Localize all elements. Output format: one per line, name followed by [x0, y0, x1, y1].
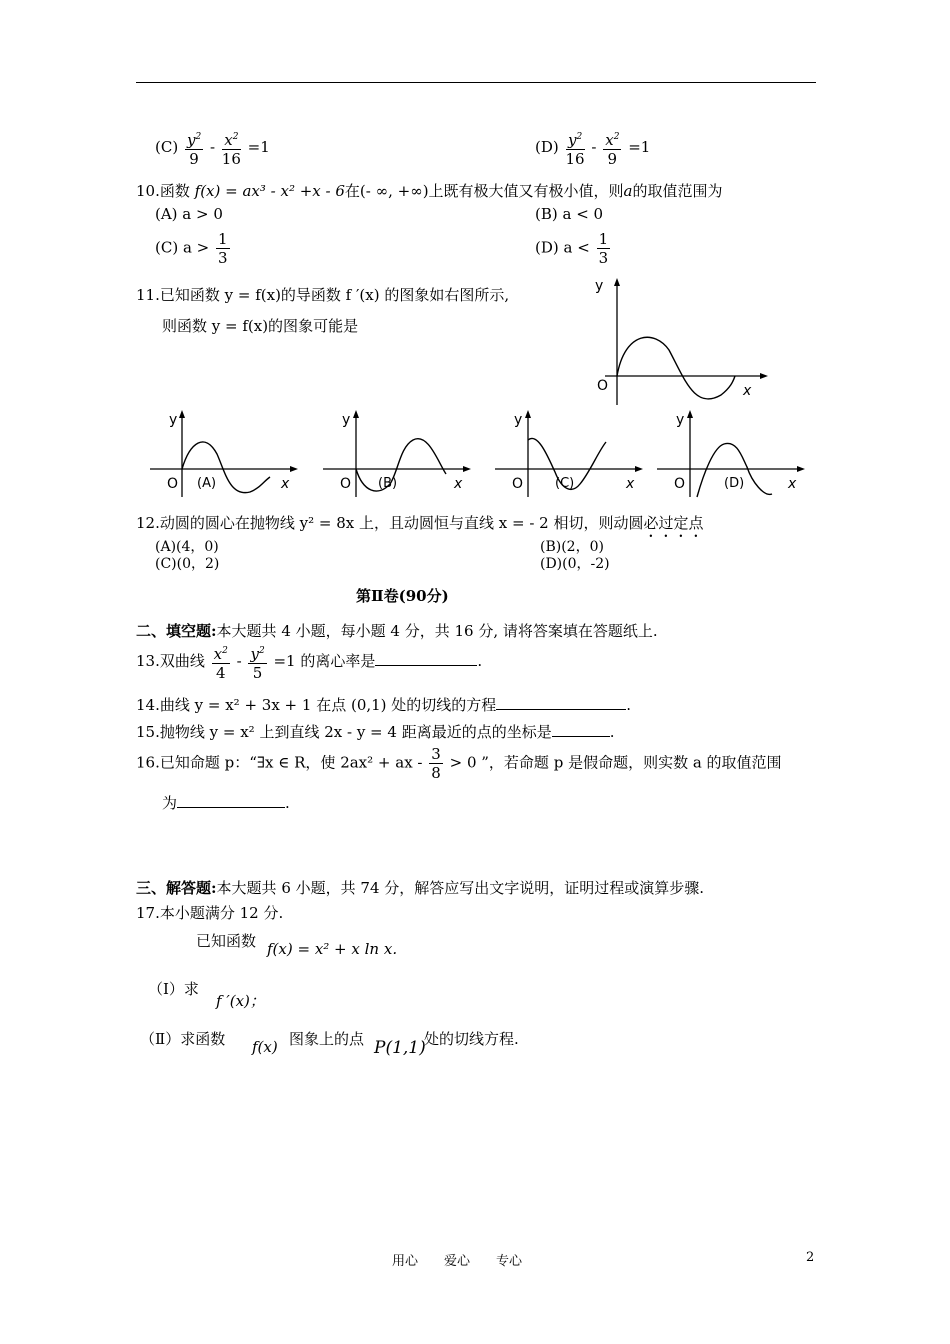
q12-option-d: (D)(0，-2): [540, 556, 610, 572]
page-number: 2: [806, 1250, 815, 1265]
q10-option-b: (B) a < 0: [535, 205, 604, 223]
option-c-label: (C): [555, 476, 575, 491]
q10-option-a: (A) a > 0: [155, 205, 223, 223]
header-rule: [136, 82, 816, 83]
option-graph-d: [652, 402, 812, 502]
q17-part1: （Ⅰ）求: [148, 980, 199, 998]
q17-func: f(x) = x² + x ln x.: [267, 940, 398, 958]
svg-text:y: y: [342, 412, 351, 428]
q10-option-c: (C) a > $\frac{1}{3}$: [155, 230, 228, 267]
q16-line1: 16.已知命题 p：“∃x ∈ R，使 2ax² + ax - $\frac{3}{8}$ > 0 ”，若命题 p 是假命题，则实数 a 的取值范围: [136, 745, 782, 782]
q15: 15.抛物线 y = x² 上到直线 2x - y = 4 距离最近的点的坐标是 .: [136, 723, 615, 741]
svg-text:O: O: [340, 476, 352, 492]
option-d-label: (D): [724, 476, 745, 491]
q11-line2: 则函数 y = f(x)的图象可能是: [162, 317, 359, 335]
option-b-label: (B): [378, 476, 398, 491]
option-graph-b: [318, 402, 478, 502]
q17-title: 17.本小题满分 12 分.: [136, 904, 284, 922]
svg-text:O: O: [674, 476, 686, 492]
q17-given: 已知函数: [196, 932, 257, 950]
option-graph-a: [145, 402, 305, 502]
derivative-o-label: O: [597, 378, 609, 394]
option-a-label: (A): [197, 476, 217, 491]
q11-line1: 11.已知函数 y = f(x)的导函数 f ′(x) 的图象如右图所示,: [136, 286, 510, 304]
q17-part1-expr: f ′(x)；: [216, 992, 265, 1010]
q13: 13.双曲线 $\frac{x^2}{4}$ - $\frac{y^2}{5}$ =1 的离心率是 .: [136, 642, 482, 682]
footer-text: 用心 爱心 专心: [392, 1254, 523, 1269]
section3-heading: 三、解答题:本大题共 6 小题，共 74 分，解答应写出文字说明，证明过程或演算步骤.: [136, 879, 705, 897]
option-graph-c: [490, 402, 650, 502]
svg-text:y: y: [169, 412, 178, 428]
svg-text:y: y: [514, 412, 523, 428]
svg-text:y: y: [676, 412, 685, 428]
svg-text:x: x: [626, 476, 635, 492]
q17-part2-func: f(x): [252, 1038, 278, 1056]
q17-part2: （Ⅱ）求函数: [140, 1030, 226, 1048]
derivative-x-label: x: [743, 383, 752, 399]
derivative-graph: [585, 270, 775, 410]
q17-part2-point: P(1,1): [374, 1038, 426, 1058]
derivative-y-label: y: [595, 278, 604, 294]
section2-heading: 二、填空题:本大题共 4 小题，每小题 4 分，共 16 分, 请将答案填在答题纸上.: [136, 622, 658, 640]
q12-option-c: (C)(0，2): [155, 556, 220, 572]
svg-text:O: O: [167, 476, 179, 492]
section2-title: 第Ⅱ卷(90分): [356, 587, 449, 605]
q9-option-c: (C) $\frac{y^2}{9}$ - $\frac{x^2}{16}$ =1: [155, 128, 270, 168]
svg-text:x: x: [281, 476, 290, 492]
svg-text:x: x: [788, 476, 797, 492]
q17-part2-end: 处的切线方程.: [424, 1030, 519, 1048]
q10-option-d: (D) a < $\frac{1}{3}$: [535, 230, 609, 267]
q17-part2-mid: 图象上的点: [289, 1030, 365, 1048]
q12-option-b: (B)(2，0): [540, 539, 604, 555]
q12-stem: 12.动圆的圆心在抛物线 y² = 8x 上，且动圆恒与直线 x = - 2 相切，则动圆必过定点: [136, 514, 704, 532]
q16-line2: 为 .: [162, 794, 290, 812]
q9-option-d: (D) $\frac{y^2}{16}$ - $\frac{x^2}{9}$ =1: [535, 128, 650, 168]
svg-text:x: x: [454, 476, 463, 492]
svg-text:O: O: [512, 476, 524, 492]
q10-stem: 10.函数 f(x) = ax³ - x² +x - 6在(- ∞, +∞)上既有极大值又有极小值，则a的取值范围为: [136, 182, 723, 200]
q14: 14.曲线 y = x² + 3x + 1 在点 (0,1) 处的切线的方程 .: [136, 696, 632, 714]
q12-option-a: (A)(4，0): [155, 539, 219, 555]
